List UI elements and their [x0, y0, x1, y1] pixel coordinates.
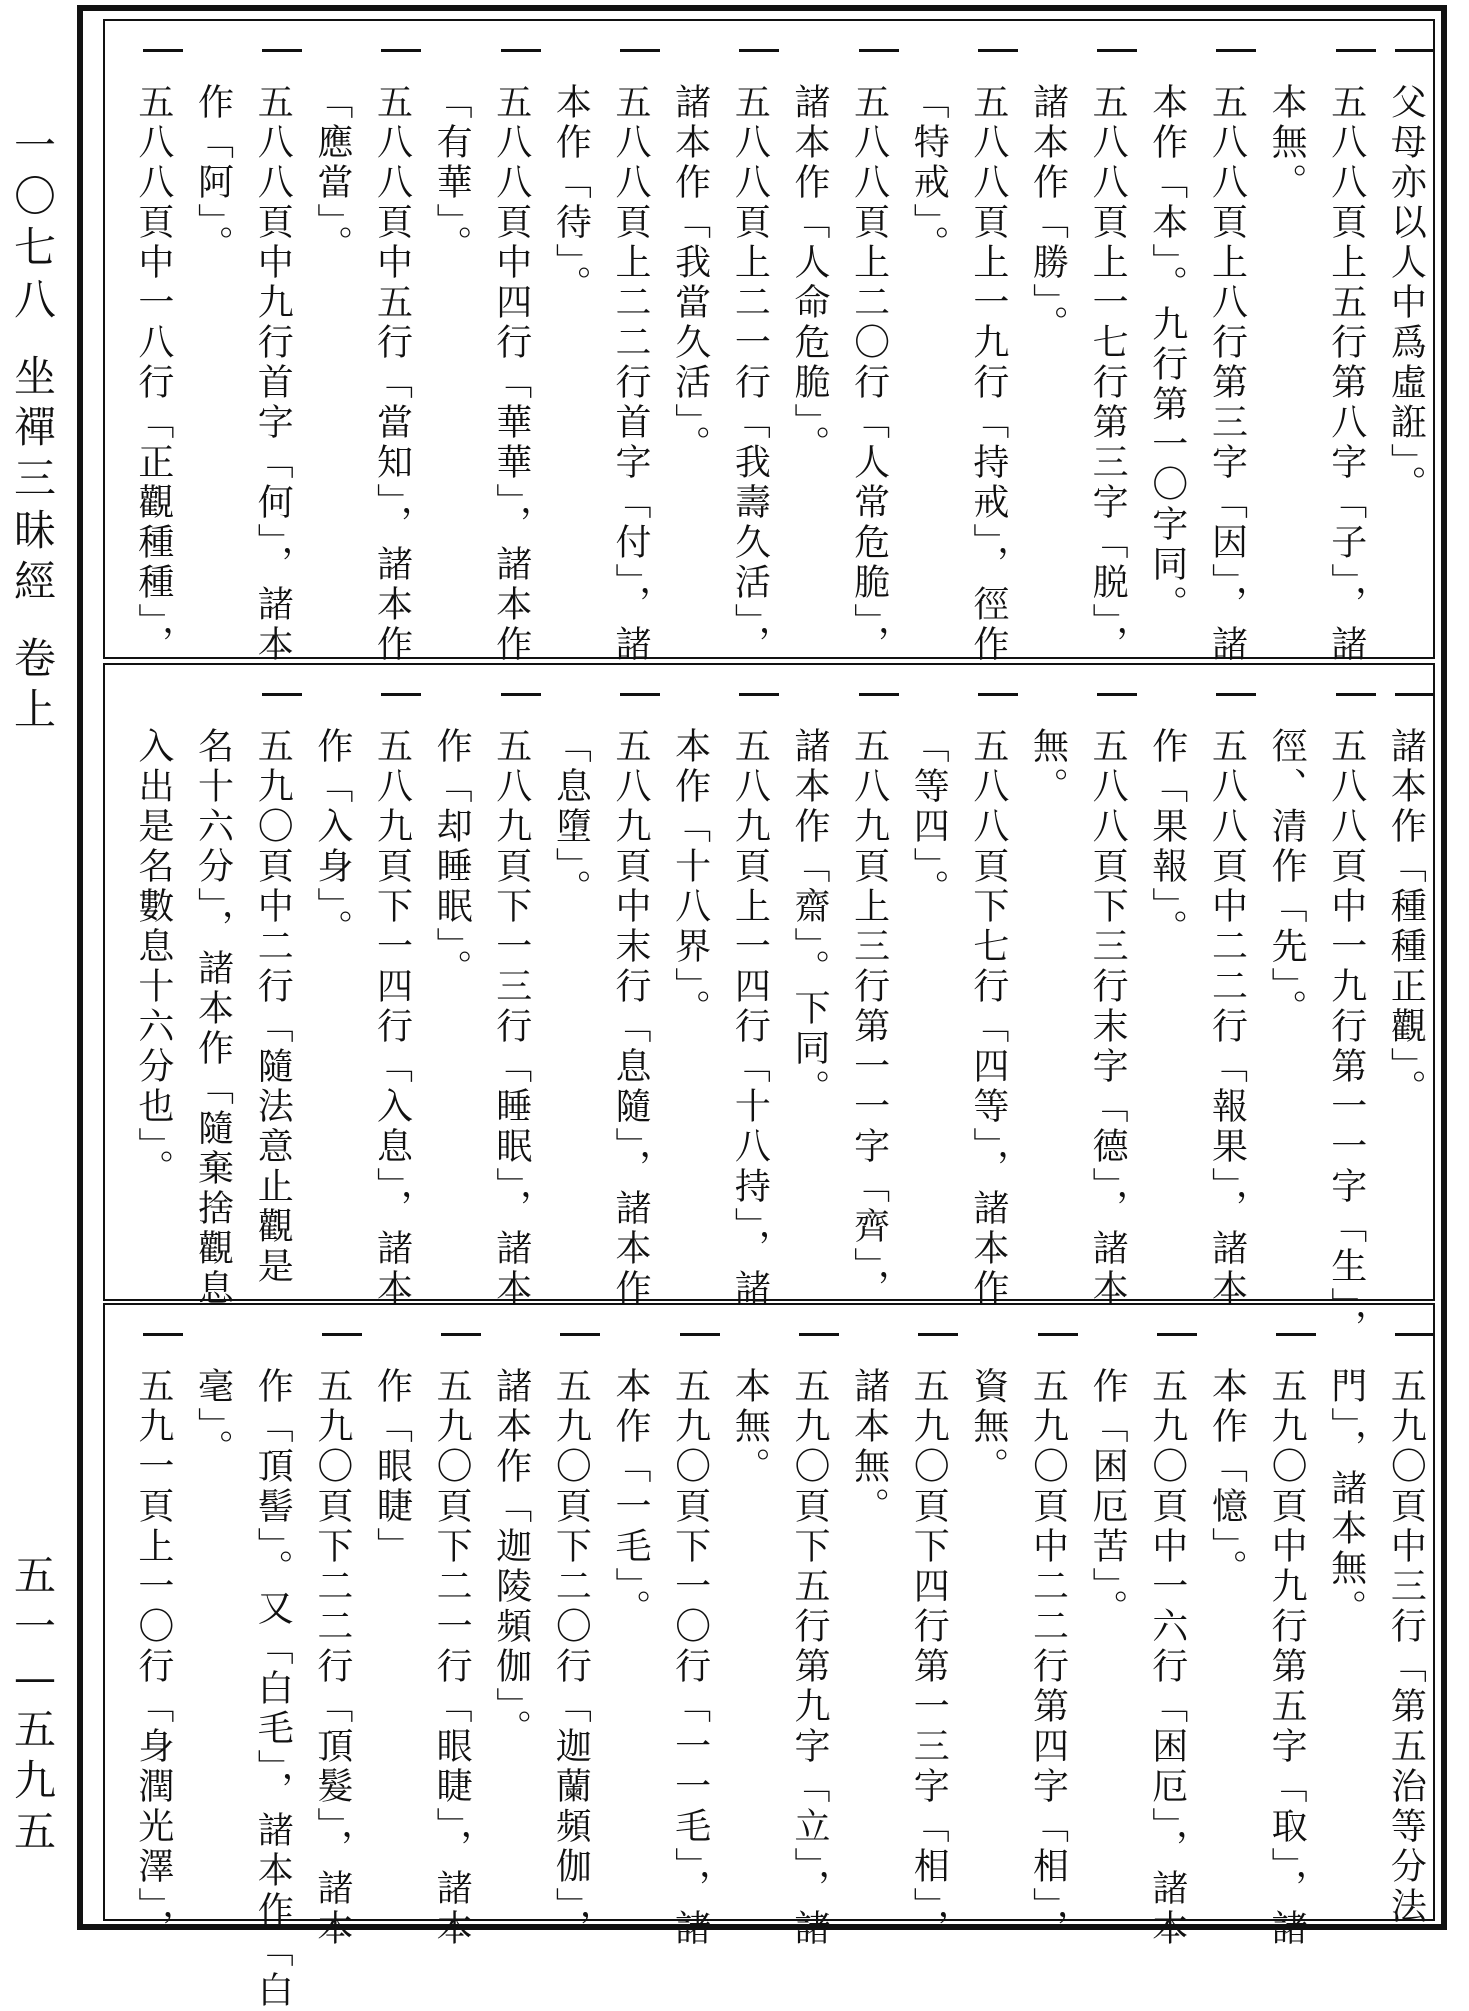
column-text: 五八九頁上三行第一一字「齊」，	[848, 727, 890, 1309]
column-text: 五九〇頁下四行第一三字「相」，	[908, 1367, 950, 1949]
column-text: 本無。	[729, 1367, 771, 1487]
column-text: 作「果報」。	[1146, 727, 1188, 949]
margin-char: 〇	[13, 172, 56, 222]
section-bottom	[103, 1303, 1435, 2011]
text-column	[650, 665, 710, 1299]
text-column	[471, 665, 532, 1309]
entry-dash	[739, 49, 779, 52]
text-column	[411, 1305, 473, 1949]
text-column	[1067, 1305, 1127, 1919]
text-column	[232, 21, 294, 665]
text-column	[173, 21, 233, 657]
text-column	[113, 1305, 174, 1949]
column-text: 「息墮」。	[550, 727, 592, 909]
text-column	[530, 665, 590, 1299]
column-text: 諸本作「齋」。下同。	[788, 727, 830, 1109]
margin-char: 八	[13, 274, 56, 324]
column-text: 五九〇頁下一〇行「一一毛」，諸	[669, 1367, 711, 1949]
entry-dash	[1157, 1333, 1197, 1336]
entry-dash	[143, 1333, 183, 1336]
entry-dash	[322, 1333, 362, 1336]
text-column	[173, 665, 234, 1309]
text-column	[948, 1305, 1008, 1919]
column-text: 五八八頁上一九行「持戒」，徑作	[967, 83, 1009, 665]
column-text: 父母亦以人中爲虛誑」。	[1385, 83, 1427, 505]
text-column	[1365, 1305, 1427, 1927]
text-column	[829, 21, 890, 665]
margin-char: 五	[13, 1704, 56, 1754]
column-text: 五九〇頁中三行「第五治等分法	[1385, 1367, 1427, 1927]
entry-dash	[978, 49, 1018, 52]
column-text: 五八八頁上八行第三字「因」，諸	[1206, 83, 1248, 665]
column-text: 五九〇頁中九行第五字「取」，諸	[1266, 1367, 1308, 1949]
text-column	[888, 21, 948, 657]
text-column	[351, 1305, 411, 1919]
entry-dash	[1336, 49, 1376, 52]
margin-char: —	[14, 1653, 56, 1703]
margin-char: 五	[13, 1551, 56, 1600]
entry-dash	[143, 49, 183, 52]
text-column	[1008, 1305, 1069, 1949]
column-text: 資無。	[967, 1367, 1009, 1487]
entry-dash	[918, 1333, 958, 1336]
column-text: 五八八頁中一八行「正觀種種」，	[132, 83, 174, 665]
text-column	[471, 1305, 531, 1919]
page-frame	[77, 5, 1447, 2011]
margin-char: 坐	[13, 351, 56, 401]
entry-dash	[620, 693, 660, 696]
entry-dash	[441, 1333, 481, 1336]
column-text: 本無。	[1266, 83, 1308, 203]
section-top	[103, 19, 1435, 665]
column-text: 五八八頁上二〇行「人常危脆」，	[848, 83, 890, 665]
text-column	[1246, 1305, 1308, 1949]
entry-dash	[680, 1333, 720, 1336]
text-column	[1246, 21, 1306, 657]
column-text: 五八八頁中五行「當知」，諸本作	[371, 83, 413, 665]
margin-char: 七	[13, 223, 56, 273]
text-column	[1008, 21, 1068, 657]
page-number	[0, 1550, 70, 1857]
text-column	[351, 665, 413, 1309]
text-column	[888, 1305, 950, 1949]
column-text: 五八八頁下三行末字「德」，諸本	[1087, 727, 1129, 1309]
column-text: 作「入身」。	[311, 727, 353, 949]
entry-dash	[262, 693, 302, 696]
text-column	[1186, 665, 1248, 1309]
text-column	[232, 1305, 294, 2011]
column-text: 作「眼睫」	[371, 1367, 413, 1567]
column-text: 五八八頁上二二行首字「付」，諸	[610, 83, 652, 665]
column-text: 諸本無。	[848, 1367, 890, 1527]
text-column	[1067, 665, 1129, 1309]
column-text: 五九〇頁下二一行「眼睫」，諸本	[431, 1367, 473, 1949]
text-column	[829, 665, 890, 1309]
text-column	[1365, 665, 1425, 1299]
column-text: 諸本作「我當久活」。	[669, 83, 711, 465]
text-column	[411, 21, 471, 657]
column-text: 五八八頁中二二行「報果」，諸本	[1206, 727, 1248, 1309]
text-column	[1246, 665, 1306, 1299]
running-title	[0, 120, 70, 736]
text-column	[769, 1305, 830, 1949]
column-text: 五八八頁中四行「華華」，諸本作	[490, 83, 532, 665]
text-column	[888, 665, 948, 1299]
entry-dash	[859, 49, 899, 52]
column-text: 毫」。	[192, 1367, 234, 1469]
text-column	[948, 21, 1009, 665]
text-column	[650, 1305, 711, 1949]
entry-dash	[381, 49, 421, 52]
text-column	[351, 21, 413, 665]
entry-dash	[1336, 693, 1376, 696]
entry-dash	[799, 1333, 839, 1336]
margin-char: 禪	[13, 403, 56, 453]
entry-dash	[1216, 49, 1256, 52]
column-text: 作「阿」。	[192, 83, 234, 265]
column-text: 「等四」。	[908, 727, 950, 909]
entry-dash	[560, 1333, 600, 1336]
column-text: 五八八頁上一七行第三字「脱」，	[1087, 83, 1129, 665]
entry-dash	[1276, 1333, 1316, 1336]
text-column	[1306, 1305, 1366, 1919]
section-middle	[103, 663, 1435, 1349]
text-column	[232, 665, 292, 1299]
column-text: 本作「待」。	[550, 83, 592, 305]
entry-dash	[501, 49, 541, 52]
column-text: 五八八頁中一九行第一一字「生」，	[1325, 727, 1367, 1349]
column-text: 五八八頁上二一行「我壽久活」，	[729, 83, 771, 665]
column-text: 作「困厄苦」。	[1087, 1367, 1129, 1629]
entry-dash	[262, 49, 302, 52]
column-text: 五八八頁中九行首字「何」，諸本	[252, 83, 294, 665]
column-text: 諸本作「勝」。	[1027, 83, 1069, 345]
column-text: 五八九頁下一四行「入息」，諸本	[371, 727, 413, 1309]
text-column	[113, 21, 174, 665]
column-text: 五八八頁上五行第八字「子」，諸	[1325, 83, 1367, 665]
text-column	[1067, 21, 1129, 665]
margin-char: 經	[13, 556, 56, 606]
text-column	[471, 21, 532, 665]
entry-dash	[1097, 49, 1137, 52]
column-text: 五九一頁上一〇行「身潤光澤」，	[132, 1367, 174, 1949]
text-column	[530, 1305, 592, 1949]
entry-dash	[978, 693, 1018, 696]
column-text: 諸本作「人命危脆」。	[788, 83, 830, 465]
text-column	[769, 21, 829, 657]
column-text: 門」，諸本無。	[1325, 1367, 1367, 1629]
column-text: 五八九頁中末行「息隨」，諸本作	[610, 727, 652, 1309]
text-column	[1127, 665, 1187, 1299]
text-column	[530, 21, 590, 657]
text-column	[1186, 21, 1248, 665]
column-text: 本作「十八界」。	[669, 727, 711, 1029]
text-column	[1008, 665, 1068, 1299]
text-column	[948, 665, 1009, 1309]
entry-dash	[620, 49, 660, 52]
column-text: 五九〇頁下五行第九字「立」，諸	[788, 1367, 830, 1949]
text-column	[1365, 21, 1425, 657]
column-text: 「有華」。	[431, 83, 473, 265]
text-column	[113, 665, 173, 1299]
text-column	[709, 1305, 769, 1919]
margin-char: 九	[13, 1755, 56, 1805]
text-column	[1306, 665, 1367, 1349]
text-column	[769, 665, 829, 1299]
margin-char: 五	[13, 1807, 56, 1857]
column-text: 諸本作「迦陵頻伽」。	[490, 1367, 532, 1749]
text-column	[590, 1305, 650, 1919]
text-column	[590, 21, 652, 665]
text-column	[292, 665, 352, 1299]
text-column	[709, 21, 771, 665]
entry-dash	[501, 693, 541, 696]
entry-dash	[859, 693, 899, 696]
column-text: 「應當」。	[311, 83, 353, 265]
column-text: 徑、清作「先」。	[1266, 727, 1308, 1029]
column-text: 本作「憶」。	[1206, 1367, 1248, 1589]
margin-char: 上	[13, 685, 56, 735]
entry-dash	[1395, 49, 1435, 52]
text-column	[411, 665, 471, 1299]
text-column	[1127, 1305, 1188, 1949]
text-column	[650, 21, 710, 657]
column-text: 作「頂髻」。又「白毛」，諸本作「白	[252, 1367, 294, 2011]
column-text: 「特戒」。	[908, 83, 950, 265]
column-text: 作「却睡眠」。	[431, 727, 473, 989]
entry-dash	[1395, 1333, 1435, 1336]
text-column	[590, 665, 652, 1309]
text-column	[173, 1305, 233, 1919]
column-text: 五八九頁下一三行「睡眠」，諸本	[490, 727, 532, 1309]
column-text: 五八九頁上一四行「十八持」，諸	[729, 727, 771, 1309]
entry-dash	[1216, 693, 1256, 696]
column-text: 五九〇頁中一六行「困厄」，諸本	[1146, 1367, 1188, 1949]
text-column	[292, 21, 352, 657]
column-text: 諸本作「種種正觀」。	[1385, 727, 1427, 1109]
column-text: 本作「本」。九行第一〇字同。	[1146, 83, 1188, 625]
column-text: 入出是名數息十六分也」。	[132, 727, 174, 1189]
column-text: 五九〇頁中二二行第四字「相」，	[1027, 1367, 1069, 1949]
text-column	[829, 1305, 889, 1919]
margin-char: 卷	[13, 634, 56, 684]
text-column	[1306, 21, 1367, 665]
entry-dash	[1097, 693, 1137, 696]
text-column	[709, 665, 771, 1309]
margin-char: 一	[13, 121, 56, 170]
column-text: 五九〇頁下二〇行「迦蘭頻伽」，	[550, 1367, 592, 1949]
column-text: 名十六分」，諸本作「隨棄捨觀息	[192, 727, 234, 1309]
text-column	[292, 1305, 353, 1949]
entry-dash	[1038, 1333, 1078, 1336]
entry-dash	[381, 693, 421, 696]
entry-dash	[1395, 693, 1435, 696]
text-column	[1186, 1305, 1246, 1919]
column-text: 五八八頁下七行「四等」，諸本作	[967, 727, 1009, 1309]
text-column	[1127, 21, 1187, 657]
margin-char: 昧	[13, 505, 56, 555]
column-text: 五九〇頁下二二行「頂髮」，諸本	[311, 1367, 353, 1949]
margin-char: 一	[13, 1602, 56, 1652]
column-text: 五九〇頁中二行「隨法意止觀是	[252, 727, 294, 1287]
entry-dash	[739, 693, 779, 696]
column-text: 無。	[1027, 727, 1069, 807]
margin-char: 三	[13, 454, 56, 504]
column-text: 本作「一毛」。	[610, 1367, 652, 1629]
